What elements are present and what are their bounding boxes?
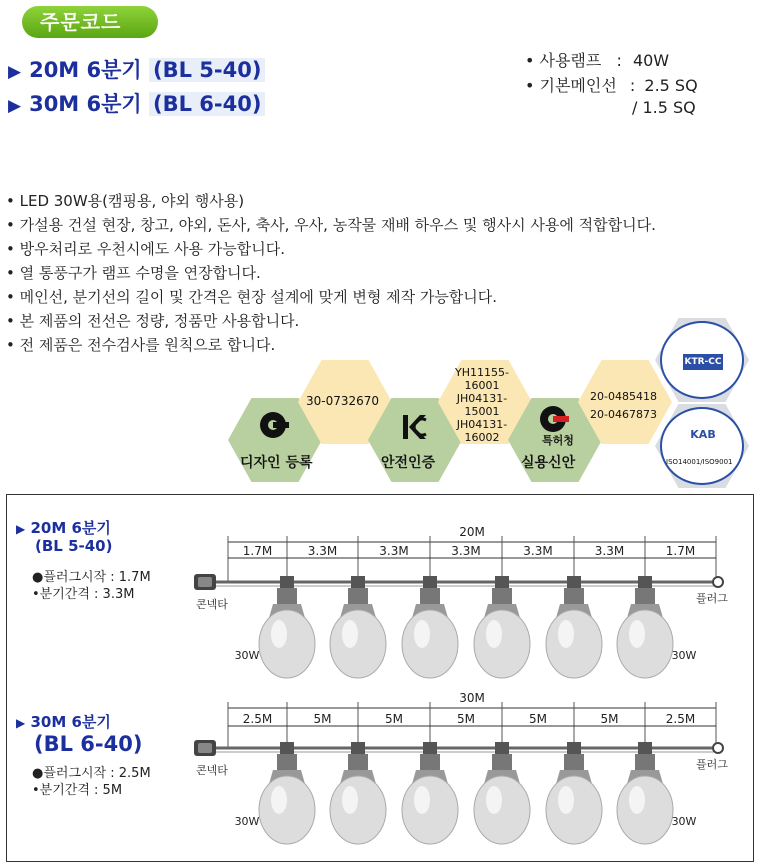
lamp-bulb-highlight: [629, 786, 645, 814]
spec-sub-wire: / 1.5 SQ: [632, 98, 696, 117]
spec-label: • 사용램프: [525, 51, 602, 70]
lamp-socket: [564, 754, 584, 770]
plug-label: 플러그: [696, 592, 728, 605]
connector-label: 콘넥타: [196, 764, 228, 777]
lamp-bulb-highlight: [271, 620, 287, 648]
feature-item: • LED 30W용(캠핑용, 야외 행사용): [6, 192, 245, 210]
segment-length-label: 3.3M: [594, 544, 625, 558]
diagram-1-note-interval: •분기간격 : 3.3M: [32, 587, 135, 602]
order-code-badge: 주문코드: [22, 6, 158, 38]
lamp-socket: [420, 588, 440, 604]
utility-number: 20-0485418: [590, 390, 657, 403]
socket-clip: [495, 576, 509, 588]
design-registration-label: 디자인 등록: [240, 455, 313, 471]
diagram-2-note-interval: •분기간격 : 5M: [32, 783, 123, 798]
diagram-2-code: (BL 6-40): [34, 732, 143, 756]
socket-clip: [567, 742, 581, 754]
socket-clip: [567, 576, 581, 588]
lamp-bulb: [402, 776, 458, 844]
triangle-arrow-icon: ▶: [8, 62, 22, 82]
segment-length-label: 5M: [313, 712, 332, 726]
diagram-1-note-start: ●플러그시작 : 1.7M: [32, 570, 151, 585]
feature-item: • 메인선, 분기선의 길이 및 간격은 현장 설계에 맞게 변형 제작 가능합니다.: [6, 288, 498, 306]
lamp-bulb: [617, 776, 673, 844]
feature-item: • 열 통풍구가 램프 수명을 연장합니다.: [6, 264, 261, 282]
lamp-socket: [492, 588, 512, 604]
kab-label: KAB: [690, 428, 716, 441]
segment-length-label: 5M: [457, 712, 475, 726]
iso-label: ISO14001/ISO9001: [666, 458, 733, 466]
feature-item: • 방우처리로 우천시에도 사용 가능합니다.: [6, 240, 286, 258]
diagram-title-text: 20M 6분기: [30, 519, 111, 537]
utility-model-label: 실용신안: [521, 455, 576, 471]
lamp-bulb-highlight: [486, 786, 502, 814]
lamp-bulb-highlight: [271, 786, 287, 814]
model-code: (BL 5-40): [149, 58, 265, 82]
total-length-label: 30M: [459, 691, 485, 705]
model-name: 30M 6분기: [29, 92, 142, 116]
feature-item: • 본 제품의 전선은 정량, 정품만 사용합니다.: [6, 312, 300, 330]
model-code: (BL 6-40): [149, 92, 265, 116]
segment-length-label: 5M: [385, 712, 403, 726]
connector-plug-inner: [198, 743, 212, 753]
kc-number: JH04131-: [456, 418, 508, 431]
kc-number: 16001: [464, 379, 500, 392]
lamp-socket: [277, 588, 297, 604]
lamp-bulb-highlight: [486, 620, 502, 648]
connector-plug-inner: [198, 577, 212, 587]
lamp-bulb-highlight: [558, 786, 574, 814]
socket-clip: [495, 742, 509, 754]
kc-number: YH11155-: [455, 366, 509, 379]
lamp-bulb-highlight: [342, 620, 358, 648]
lamp-bulb-highlight: [342, 786, 358, 814]
utility-number: 20-0467873: [590, 408, 657, 421]
socket-clip: [638, 576, 652, 588]
ktr-cc-label: KTR-CC: [683, 354, 723, 370]
lamp-socket: [348, 754, 368, 770]
lamp-bulb: [402, 610, 458, 678]
spec-label: • 기본메인선: [525, 76, 617, 95]
lamp-socket: [420, 754, 440, 770]
kc-number: 16002: [464, 431, 500, 444]
lamp-wattage-label: 30W: [234, 649, 260, 662]
segment-length-label: 3.3M: [307, 544, 338, 558]
model-name: 20M 6분기: [29, 58, 142, 82]
plug-label: 플러그: [696, 758, 728, 771]
lamp-socket: [492, 754, 512, 770]
segment-length-label: 1.7M: [242, 544, 273, 558]
socket-clip: [280, 742, 294, 754]
lamp-bulb: [330, 776, 386, 844]
socket-clip: [423, 742, 437, 754]
lamp-socket: [635, 588, 655, 604]
lamp-wattage-label: 30W: [234, 815, 260, 828]
socket-clip: [280, 576, 294, 588]
end-plug: [713, 743, 723, 753]
lamp-bulb-highlight: [414, 786, 430, 814]
segment-length-label: 3.3M: [379, 544, 409, 558]
lamp-bulb: [330, 610, 386, 678]
lamp-socket: [564, 588, 584, 604]
lamp-socket: [277, 754, 297, 770]
diagram-title-text: 30M 6분기: [30, 713, 111, 731]
connector-label: 콘넥타: [196, 598, 228, 611]
socket-clip: [423, 576, 437, 588]
triangle-arrow-icon: ▶: [16, 522, 26, 536]
lamp-bulb: [259, 610, 315, 678]
lamp-wattage-label: 30W: [671, 649, 697, 662]
triangle-arrow-icon: ▶: [16, 716, 26, 730]
lamp-bulb-highlight: [629, 620, 645, 648]
diagram-2-note-start: ●플러그시작 : 2.5M: [32, 766, 151, 781]
segment-length-label: 1.7M: [665, 544, 696, 558]
kc-number: 15001: [464, 405, 500, 418]
design-number: 30-0732670: [306, 394, 380, 408]
diagram-1-code: (BL 5-40): [35, 537, 113, 555]
lamp-socket: [635, 754, 655, 770]
socket-clip: [351, 742, 365, 754]
kc-label: 안전인증: [381, 455, 436, 471]
lamp-bulb: [546, 776, 602, 844]
segment-length-label: 2.5M: [665, 712, 696, 726]
lamp-bulb: [474, 610, 530, 678]
segment-length-label: 5M: [600, 712, 619, 726]
lamp-wattage-label: 30W: [671, 815, 697, 828]
end-plug: [713, 577, 723, 587]
lamp-bulb-highlight: [558, 620, 574, 648]
lamp-bulb-highlight: [414, 620, 430, 648]
kc-number: JH04131-: [456, 392, 508, 405]
total-length-label: 20M: [459, 525, 485, 539]
lamp-bulb: [617, 610, 673, 678]
triangle-arrow-icon: ▶: [8, 96, 22, 116]
socket-clip: [638, 742, 652, 754]
spec-value: 2.5 SQ: [644, 76, 698, 95]
spec-value: 40W: [632, 51, 670, 70]
segment-length-label: 3.3M: [451, 544, 481, 558]
lamp-bulb: [259, 776, 315, 844]
segment-length-label: 2.5M: [242, 712, 273, 726]
lamp-bulb: [546, 610, 602, 678]
patent-office-label: 특허청: [542, 434, 574, 447]
segment-length-label: 5M: [529, 712, 547, 726]
lamp-socket: [348, 588, 368, 604]
spec-sep: :: [616, 51, 622, 70]
lamp-bulb: [474, 776, 530, 844]
segment-length-label: 3.3M: [523, 544, 553, 558]
spec-sep: :: [629, 76, 636, 95]
socket-clip: [351, 576, 365, 588]
feature-item: • 가설용 건설 현장, 창고, 야외, 돈사, 축사, 우사, 농작물 재배 하우스 및 행사시 사용에 적합합니다.: [6, 216, 656, 234]
feature-item: • 전 제품은 전수검사를 원칙으로 합니다.: [6, 336, 276, 354]
